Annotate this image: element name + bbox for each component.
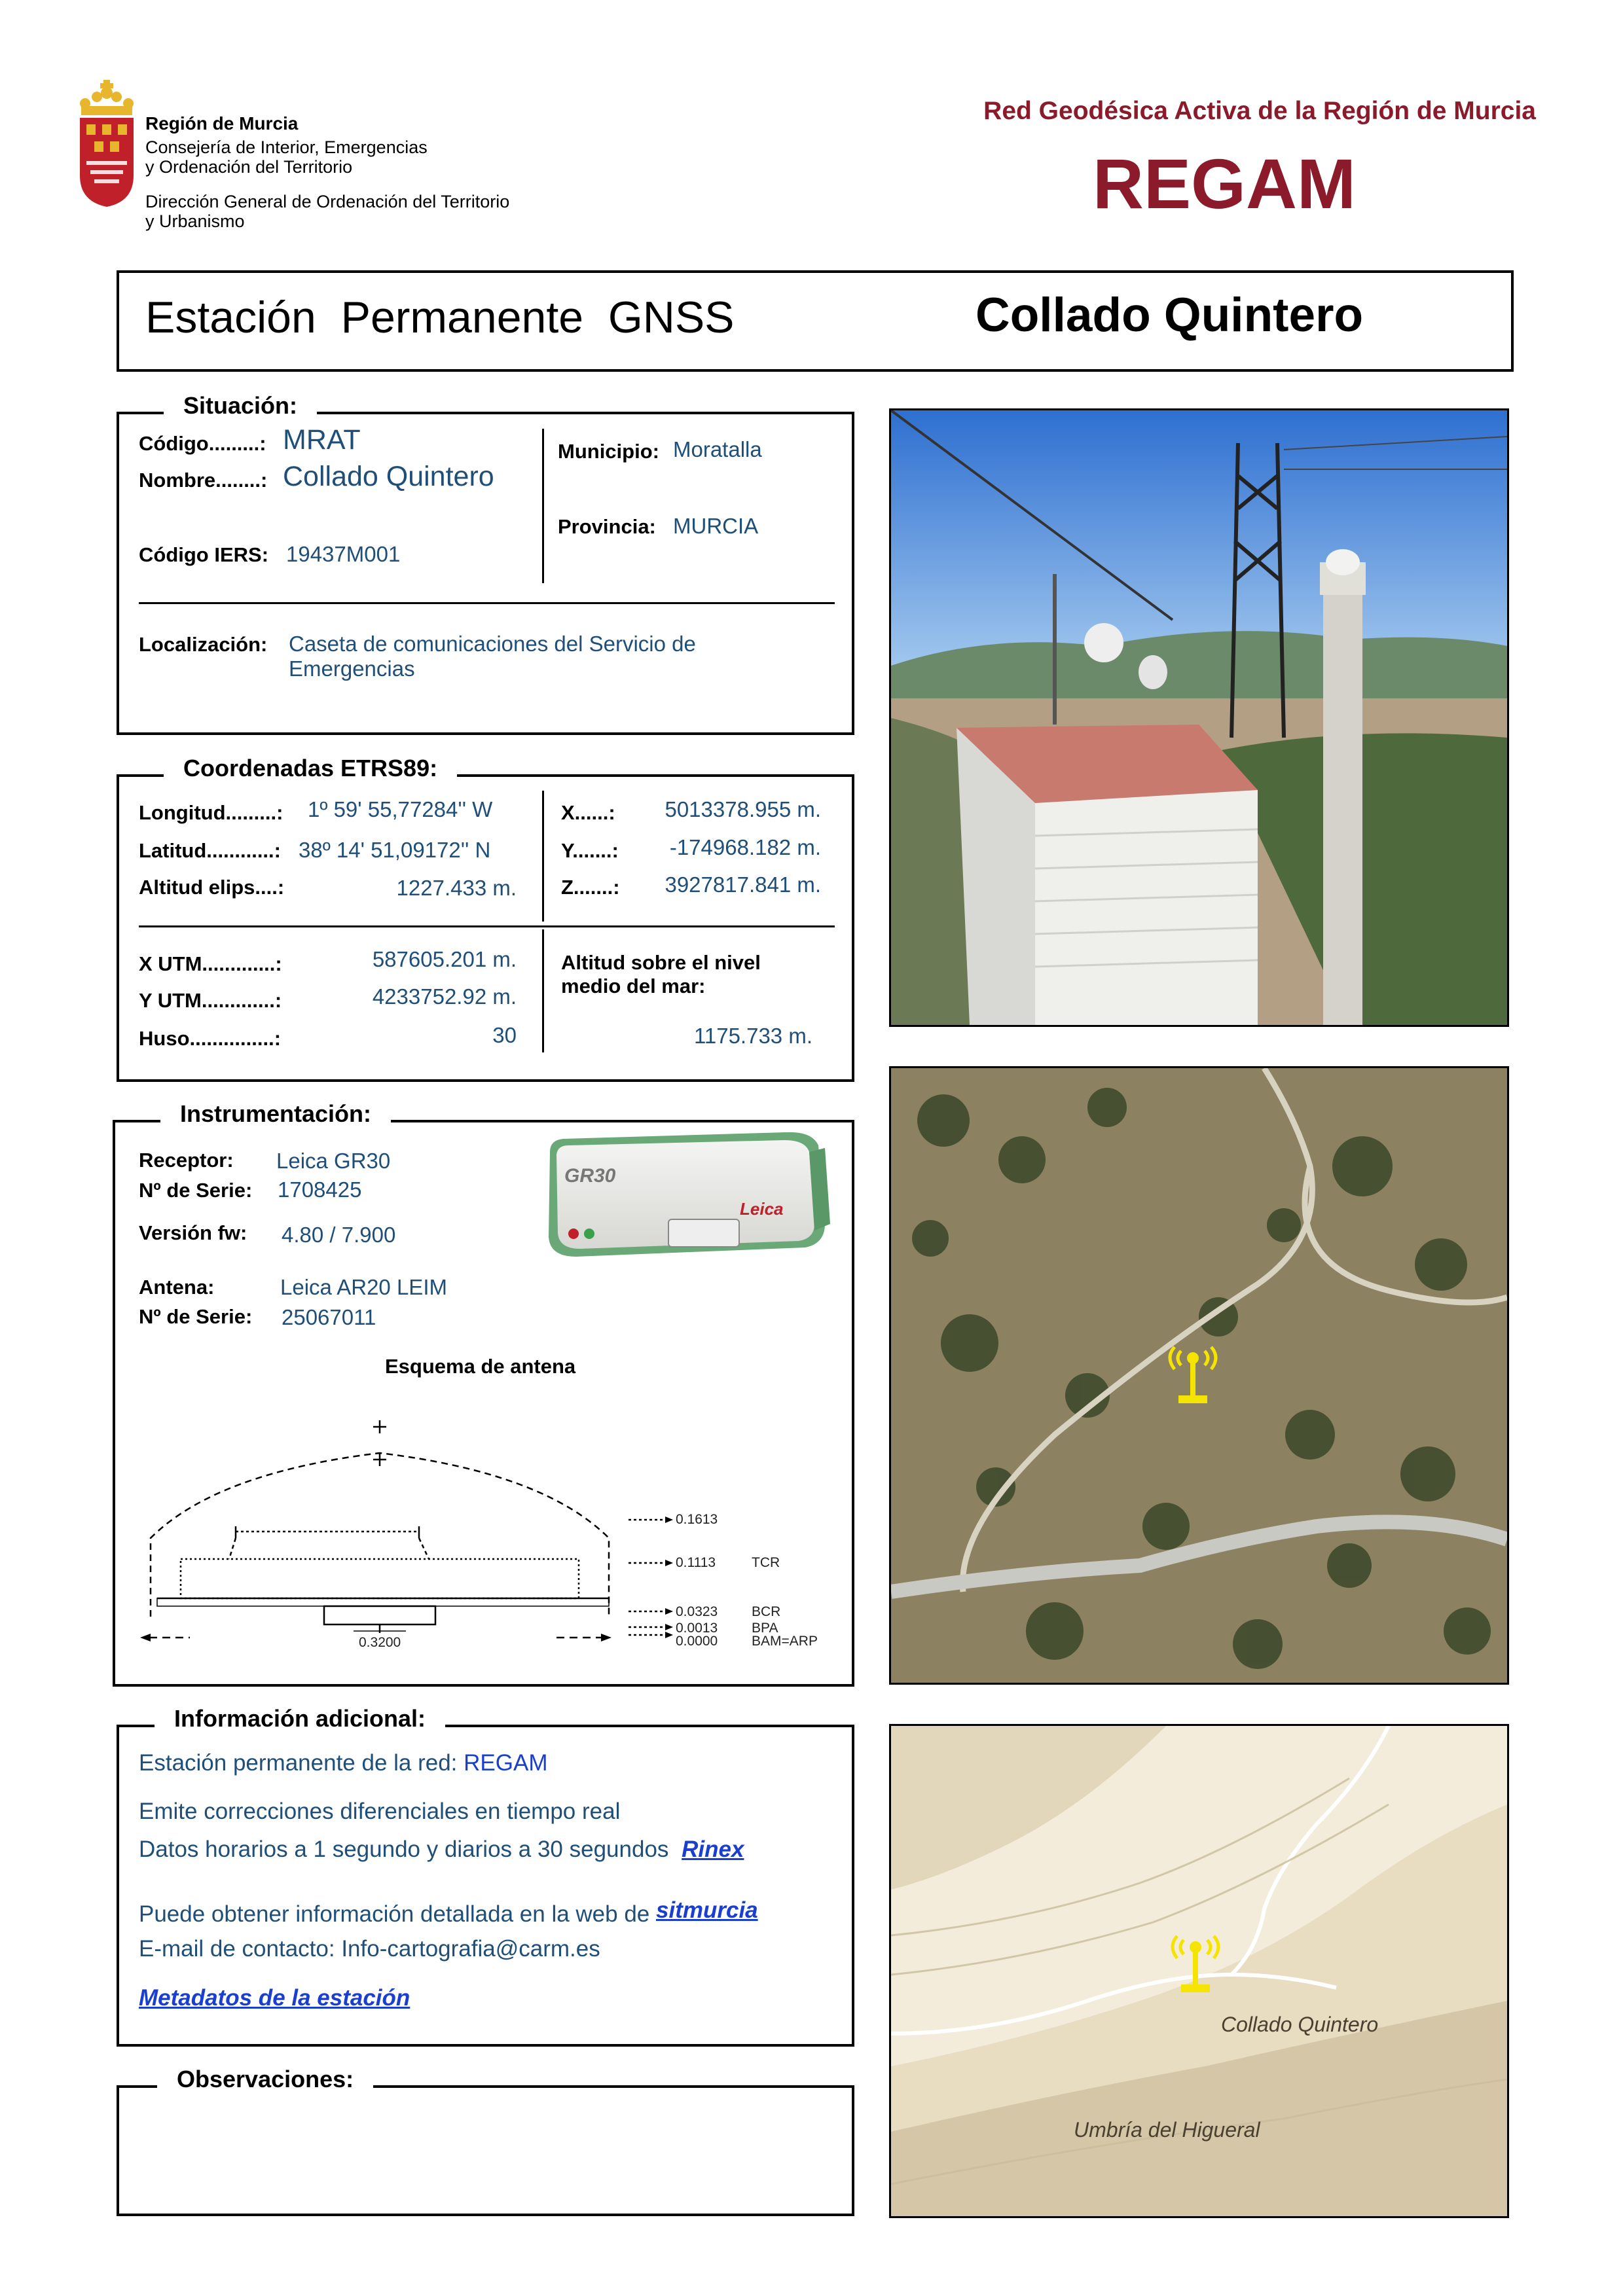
altitud-label: Altitud elips....: <box>139 876 285 899</box>
provincia-value: MURCIA <box>673 514 759 538</box>
iers-value: 19437M001 <box>286 542 401 566</box>
receiver-knob <box>668 1219 740 1247</box>
antenna-diagram <box>137 1388 845 1676</box>
info-line4-text: Puede obtener información detallada en la web de <box>139 1901 650 1927</box>
observaciones-box <box>117 2085 854 2216</box>
instrumentacion-legend: Instrumentación: <box>160 1101 391 1127</box>
codigo-label: Código.........: <box>139 432 266 455</box>
altitud-value: 1227.433 m. <box>396 876 517 900</box>
xutm-value: 587605.201 m. <box>372 947 517 971</box>
fw-value: 4.80 / 7.900 <box>282 1223 396 1247</box>
map-label-collado: Collado Quintero <box>1221 2013 1379 2036</box>
x-label: X......: <box>561 801 615 824</box>
diagram-v5-tag: BAM=ARP <box>752 1634 818 1649</box>
huso-value: 30 <box>492 1023 517 1047</box>
serie1-value: 1708425 <box>278 1177 362 1202</box>
latitud-label: Latitud............: <box>139 839 281 862</box>
xutm-label: X UTM.............: <box>139 952 282 975</box>
station-name-title: Collado Quintero <box>976 289 1364 342</box>
localizacion-line1: Caseta de comunicaciones del Servicio de <box>289 632 696 656</box>
metadatos-link[interactable]: Metadatos de la estación <box>139 1985 410 2011</box>
longitud-label: Longitud.........: <box>139 801 283 824</box>
huso-label: Huso...............: <box>139 1027 282 1050</box>
diagram-v3-tag: BCR <box>752 1604 781 1619</box>
nombre-value: Collado Quintero <box>283 461 494 492</box>
alt-mar-label-2: medio del mar: <box>561 975 706 997</box>
localizacion-line2: Emergencias <box>289 656 415 681</box>
regam-link[interactable]: REGAM <box>464 1750 548 1776</box>
region-logo <box>77 77 136 208</box>
antena-value: Leica AR20 LEIM <box>280 1275 447 1299</box>
info-line1 <box>139 1750 548 1776</box>
provincia-label: Provincia: <box>558 515 656 538</box>
coordenadas-hr <box>139 925 835 927</box>
metadatos-link-row <box>139 1985 410 2011</box>
network-full-name: Red Geodésica Activa de la Región de Murcia <box>983 97 1536 125</box>
sitmurcia-link[interactable]: sitmurcia <box>656 1897 758 1923</box>
info-line3 <box>139 1837 744 1863</box>
coordenadas-divider-top <box>542 791 544 922</box>
map-label-umbria: Umbría del Higueral <box>1074 2118 1260 2142</box>
codigo-value: MRAT <box>283 424 361 456</box>
receptor-value: Leica GR30 <box>276 1149 391 1173</box>
title-left: Estación Permanente GNSS <box>145 293 735 342</box>
municipio-label: Municipio: <box>558 440 659 463</box>
yutm-value: 4233752.92 m. <box>372 984 517 1009</box>
receiver-status-led <box>584 1229 594 1239</box>
y-label: Y.......: <box>561 839 619 862</box>
diagram-v4-tag: BPA <box>752 1621 778 1636</box>
info-line5-text: E-mail de contacto: <box>139 1936 335 1962</box>
z-label: Z.......: <box>561 876 620 899</box>
coordenadas-legend: Coordenadas ETRS89: <box>164 755 457 781</box>
localizacion-label: Localización: <box>139 633 268 656</box>
esquema-title: Esquema de antena <box>385 1355 576 1378</box>
longitud-value: 1º 59' 55,77284'' W <box>308 797 493 821</box>
info-line4 <box>139 1897 758 1928</box>
situacion-divider <box>542 429 544 583</box>
info-line1-text: Estación permanente de la red: <box>139 1750 458 1776</box>
situacion-legend: Situación: <box>164 393 317 419</box>
org-line4: Dirección General de Ordenación del Territorio <box>145 192 510 211</box>
receptor-label: Receptor: <box>139 1149 234 1172</box>
municipio-value: Moratalla <box>673 437 762 461</box>
observaciones-legend: Observaciones: <box>157 2066 373 2092</box>
coordenadas-divider-bottom <box>542 929 544 1052</box>
diagram-v1: 0.1613 <box>676 1512 718 1527</box>
org-line3: y Ordenación del Territorio <box>145 157 353 177</box>
info-line5 <box>139 1936 600 1962</box>
info-line3-text: Datos horarios a 1 segundo y diarios a 30 segundos <box>139 1837 669 1862</box>
nombre-label: Nombre........: <box>139 469 268 492</box>
z-value: 3927817.841 m. <box>665 872 821 897</box>
station-photo <box>889 408 1509 1027</box>
diagram-v5: 0.0000 <box>676 1634 718 1649</box>
alt-mar-value: 1175.733 m. <box>693 1024 812 1048</box>
x-value: 5013378.955 m. <box>665 797 821 821</box>
aerial-antenna-icon <box>1160 1335 1226 1407</box>
diagram-v4: 0.0013 <box>676 1621 718 1636</box>
map-antenna-icon <box>1163 1924 1228 1996</box>
serie2-label: Nº de Serie: <box>139 1305 253 1328</box>
info-line2: Emite correcciones diferenciales en tiempo real <box>139 1799 621 1824</box>
info-legend: Información adicional: <box>155 1706 445 1732</box>
yutm-label: Y UTM.............: <box>139 989 282 1012</box>
antena-label: Antena: <box>139 1276 215 1299</box>
email-link[interactable]: Info-cartografia@carm.es <box>341 1936 600 1962</box>
diagram-v2: 0.1113 <box>676 1555 716 1570</box>
iers-label: Código IERS: <box>139 543 269 566</box>
org-line5: y Urbanismo <box>145 211 245 231</box>
diagram-v3: 0.0323 <box>676 1604 718 1619</box>
org-name: Región de Murcia <box>145 113 299 134</box>
receiver-model: GR30 <box>564 1165 616 1187</box>
diagram-v2-tag: TCR <box>752 1555 780 1570</box>
latitud-value: 38º 14' 51,09172'' N <box>299 838 491 862</box>
diagram-width: 0.3200 <box>359 1635 401 1650</box>
network-short-name: REGAM <box>1093 144 1356 223</box>
receiver-brand: Leica <box>740 1199 784 1219</box>
situacion-hr <box>139 602 835 604</box>
receiver-power-led <box>568 1229 579 1239</box>
rinex-link[interactable]: Rinex <box>682 1837 744 1862</box>
serie2-value: 25067011 <box>282 1305 376 1329</box>
y-value: -174968.182 m. <box>669 835 821 859</box>
alt-mar-label-1: Altitud sobre el nivel <box>561 951 761 974</box>
serie1-label: Nº de Serie: <box>139 1179 253 1202</box>
fw-label: Versión fw: <box>139 1221 247 1244</box>
org-line2: Consejería de Interior, Emergencias <box>145 137 428 157</box>
